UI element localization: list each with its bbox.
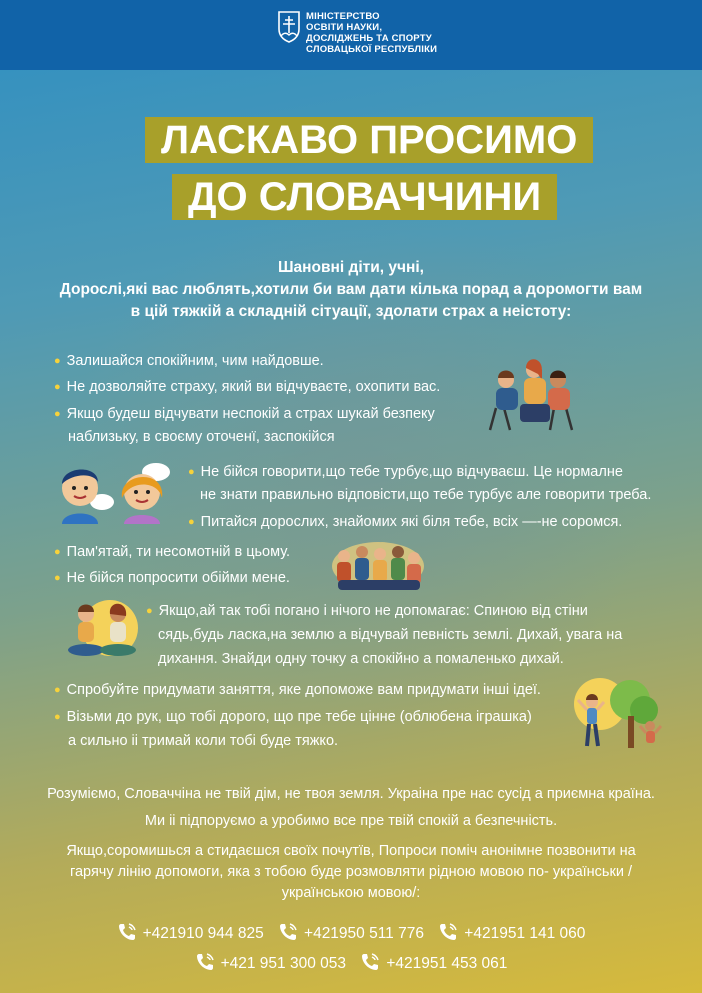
advice-text: Залишайся спокійним, чим найдовше. [66,353,324,369]
ministry-line: ДОСЛІДЖЕНЬ ТА СПОРТУ [306,33,432,44]
meditating-kids-illustration [64,598,140,664]
phone-text: +421 951 300 053 [220,955,346,972]
closing-line: Якщо,соромишься а стидаєшся своїх почутїв, Попроси поміч анонімне позвонити на [66,843,636,859]
bullet-icon: ● [54,684,61,696]
phone-icon [117,922,137,942]
advice-item [54,376,440,398]
advice-item [54,541,290,563]
advice-item [54,679,541,701]
bullet-icon: ● [146,605,153,617]
closing-text [30,784,672,904]
slovak-coat-of-arms-icon [278,11,300,43]
ministry-line: МІНІСТЕРСТВО [306,11,380,22]
title-line-1: ЛАСКАВО ПРОСИМО [145,117,593,163]
advice-continuation: сядь,будь ласка,на землю а відчувай певність землі. Дихай, увага на [158,627,623,643]
bullet-icon: ● [54,546,61,558]
phone-number[interactable] [195,952,346,973]
phone-number[interactable] [278,922,424,943]
advice-item [188,461,623,483]
advice-continuation: дихання. Знайди одну точку а спокійно а помаленько дихай. [158,651,564,667]
closing-line: Ми іі підпоруємо а уробимо все пре твій спокій а безпечність. [144,813,558,829]
advice-item [54,706,532,728]
phone-icon [278,922,298,942]
bullet-icon: ● [54,711,61,723]
phone-number[interactable] [117,922,264,943]
advice-item [54,567,290,589]
advice-item [146,600,588,622]
phone-icon [360,952,380,972]
closing-line: Розуміємо, Словаччіна не твій дім, не твоя земля. Украіна пре нас сусід а приємна країна. [47,786,655,802]
bullet-icon: ● [188,516,195,528]
bullet-icon: ● [54,381,61,393]
advice-item [54,350,324,372]
advice-item [54,403,435,425]
advice-text: Не бійся попросити обійми мене. [66,570,290,586]
intro-greeting: Шановні діти, учні, [277,259,424,276]
phone-number[interactable] [360,952,507,973]
playing-kids-illustration [570,676,664,752]
ministry-name [306,11,437,55]
advice-text: Якщо,ай так тобі погано і нічого не допомагає: Спиною від стіни [158,603,588,619]
intro-text [40,257,662,323]
advice-text: Якщо будеш відчувати неспокій а страх шукай безпеку [66,406,435,422]
ministry-line: СЛОВАЦЬКОЇ РЕСПУБЛІКИ [306,44,438,55]
phone-number[interactable] [438,922,585,943]
advice-text: Візьми до рук, що тобі дорого, що пре тебе цінне (облюбена іграшка) [66,709,532,725]
phone-text: +421910 944 825 [142,925,264,942]
advice-text: Не дозволяйте страху, який ви відчуваєте, охопити вас. [66,379,441,395]
title-line-2: ДО СЛОВАЧЧИНИ [172,174,557,220]
phone-row-2 [0,952,702,973]
advice-text: Не бійся говорити,що тебе турбує,що відчуваєш. Це нормалне [200,464,623,480]
intro-line: Дорослі,які вас люблять,хотили би вам дати кілька порад а доромогти вам [59,281,643,298]
closing-line: українською мовою/: [281,885,421,901]
phone-text: +421951 141 060 [464,925,586,942]
advice-continuation: не знати правильно відповісти,що тебе турбує але говорити треба. [200,487,652,503]
phone-row-1 [0,922,702,943]
phone-icon [438,922,458,942]
sitting-group-illustration [482,350,578,432]
advice-item [188,511,622,533]
advice-continuation: а сильно іі тримай коли тобі буде тяжко. [68,733,339,749]
advice-continuation: наблизьку, в своєму оточенї, заспокійся [68,429,335,445]
bullet-icon: ● [188,466,195,478]
closing-line: гарячу лінію допомоги, яка з тобою буде розмовляти рідною мовою по- українськи / [70,864,632,880]
phone-text: +421951 453 061 [386,955,508,972]
bullet-icon: ● [54,572,61,584]
header-bar [0,0,702,70]
bullet-icon: ● [54,408,61,420]
phone-text: +421950 511 776 [304,925,424,942]
advice-text: Питайся дорослих, знайомих які біля тебе, всіх —-не соромся. [200,514,623,530]
phone-icon [195,952,215,972]
advice-text: Спробуйте придумати заняття, яке допоможе вам придумати інші ідеї. [66,682,541,698]
bullet-icon: ● [54,355,61,367]
intro-line: в цій тяжкій а складній сітуації, здолати страх а неістоту: [130,303,572,320]
talking-kids-illustration [52,458,182,524]
advice-text: Пам'ятай, ти несомотній в цьому. [66,544,291,560]
group-hug-illustration [328,540,428,594]
ministry-line: ОСВІТИ НАУКИ, [306,22,383,33]
